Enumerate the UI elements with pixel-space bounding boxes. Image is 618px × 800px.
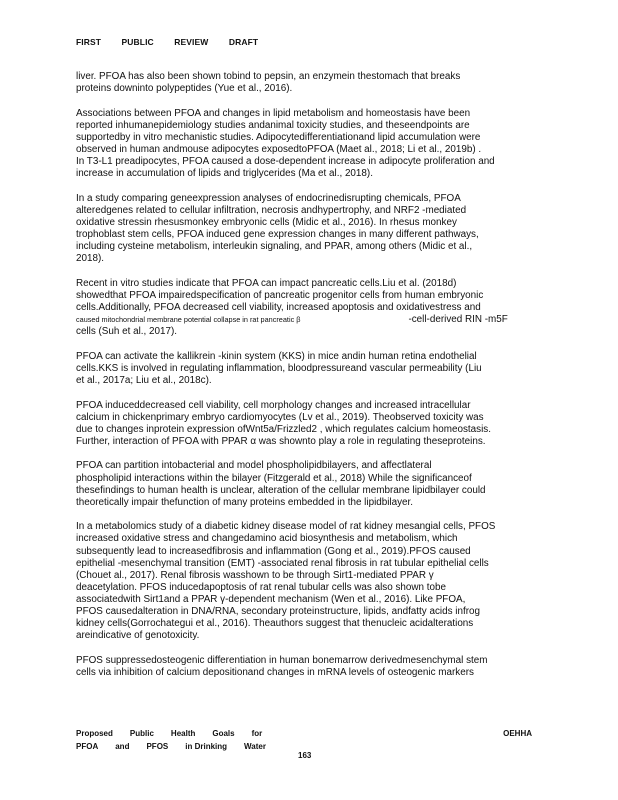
text-line: alteredgenes related to cellular infiltration, necrosis andhypertrophy, and NRF2 -mediated bbox=[76, 204, 467, 216]
text-line: In a metabolomics study of a diabetic kidney disease model of rat kidney mesangial cells, PFOS bbox=[76, 521, 496, 533]
text-fragment: -cell-derived RIN -m5F bbox=[408, 314, 508, 326]
text-line: thesefindings to human health is unclear, alteration of the cellular membrane lipidbilayer could bbox=[76, 484, 486, 496]
text-line: cells.Additionally, PFOA decreased cell viability, increased apoptosis and oxidativestress and bbox=[76, 302, 481, 313]
header-word: REVIEW bbox=[174, 37, 209, 47]
text-line: deacetylation. PFOS inducedapoptosis of rat renal tubular cells was also shown tobe bbox=[76, 581, 446, 593]
small-text: caused mitochondrial membrane potential collapse in rat pancreatic β bbox=[76, 315, 301, 325]
text-line: In T3-L1 preadipocytes, PFOA caused a dose-dependent increase in adipocyte proliferation and bbox=[76, 156, 495, 168]
text-line: PFOA induceddecreased cell viability, cell morphology changes and increased intracellular bbox=[76, 399, 471, 411]
text-line: associatedwith Sirt1and a PPAR γ-dependent mechanism (Wen et al., 2016). Like PFOA, bbox=[76, 593, 466, 605]
text-line: increased oxidative stress and changedamino acid biosynthesis and metabolism, which bbox=[76, 533, 458, 545]
document-body bbox=[76, 71, 554, 691]
paragraph-pancreatic-cells bbox=[76, 278, 554, 338]
text-line: et al., 2017a; Liu et al., 2018c). bbox=[76, 374, 212, 386]
text-line: supportedby in vitro mechanistic studies. Adipocytedifferentiationand lipid accumulation were bbox=[76, 131, 481, 143]
text-line: showedthat PFOA impairedspecification of pancreatic progenitor cells from human embryonic bbox=[76, 289, 484, 301]
text-line: theoretically impair thefunction of many proteins embedded in the lipidbilayer. bbox=[76, 496, 414, 508]
footer-word: and bbox=[115, 742, 130, 751]
footer-word: Water bbox=[244, 742, 266, 751]
text-line: reported inhumanepidemiology studies andanimal toxicity studies, and theseendpoints are bbox=[76, 119, 470, 131]
paragraph-metabolomics bbox=[76, 521, 554, 642]
header-word: PUBLIC bbox=[121, 37, 154, 47]
text-line: PFOS causedalteration in DNA/RNA, secondary proteinstructure, lipids, andfatty acids infrog bbox=[76, 605, 480, 617]
footer-title bbox=[76, 727, 283, 753]
text-line: phospholipid interactions within the bilayer (Fitzgerald et al., 2018) While the significanceof bbox=[76, 472, 472, 484]
header-word: FIRST bbox=[76, 37, 102, 47]
footer-word: in Drinking bbox=[185, 742, 228, 751]
text-line: calcium in chickenprimary embryo cardiomyocytes (Lv et al., 2019). Theobserved toxicity was bbox=[76, 411, 484, 423]
paragraph-phospholipid bbox=[76, 460, 554, 508]
footer-word: PFOS bbox=[146, 742, 169, 751]
text-line: epithelial -mesenchymal transition (EMT) -associated renal fibrosis in rat tubular epithelial cells bbox=[76, 557, 489, 569]
paragraph-pepsin bbox=[76, 71, 554, 95]
text-line: trophoblast stem cells, PFOA induced gene expression changes in many different pathways, bbox=[76, 229, 479, 241]
text-line: In a study comparing geneexpression analyses of endocrinedisrupting chemicals, PFOA bbox=[76, 192, 461, 204]
paragraph-gene-expression bbox=[76, 193, 554, 266]
text-line: Further, interaction of PFOA with PPAR α was shownto play a role in regulating theseproteins. bbox=[76, 435, 486, 447]
page-number: 163 bbox=[298, 751, 312, 760]
text-line: (Chouet al., 2017). Renal fibrosis wasshown to be through Sirt1-mediated PPAR γ bbox=[76, 569, 434, 581]
text-line: proteins downinto polypeptides (Yue et al., 2016). bbox=[76, 83, 293, 95]
text-line: liver. PFOA has also been shown tobind to pepsin, an enzymein thestomach that breaks bbox=[76, 71, 461, 82]
header-word: DRAFT bbox=[228, 37, 259, 47]
text-line: cells (Suh et al., 2017). bbox=[76, 326, 177, 338]
draft-header bbox=[76, 37, 276, 47]
text-line: PFOA can activate the kallikrein -kinin system (KKS) in mice andin human retina endothelial bbox=[76, 350, 477, 362]
text-line: Recent in vitro studies indicate that PFOA can impact pancreatic cells.Liu et al. (2018d) bbox=[76, 277, 457, 289]
text-line: Associations between PFOA and changes in lipid metabolism and homeostasis have been bbox=[76, 107, 471, 119]
footer-word: Proposed bbox=[76, 729, 113, 738]
text-line: 2018). bbox=[76, 253, 105, 265]
paragraph-lipid-metabolism bbox=[76, 108, 554, 181]
footer-word: PFOA bbox=[76, 742, 99, 751]
text-line: PFOA can partition intobacterial and model phospholipidbilayers, and affectlateral bbox=[76, 460, 432, 472]
text-line: PFOS suppressedosteogenic differentiation in human bonemarrow derivedmesenchymal stem bbox=[76, 654, 488, 666]
text-line: observed in human andmouse adipocytes exposedtoPFOA (Maet al., 2018; Li et al., 2019b) . bbox=[76, 143, 482, 155]
text-line: due to changes inprotein expression ofWnt5a/Frizzled2 , which regulates calcium homeostasis. bbox=[76, 423, 491, 435]
footer-word: Goals bbox=[212, 729, 235, 738]
paragraph-osteogenic bbox=[76, 655, 554, 679]
footer-agency: OEHHA bbox=[503, 729, 532, 738]
paragraph-kallikrein bbox=[76, 351, 554, 387]
text-line: increase in accumulation of lipids and triglycerides (Ma et al., 2018). bbox=[76, 168, 373, 180]
paragraph-cardiomyocytes bbox=[76, 400, 554, 448]
footer-word: Public bbox=[129, 729, 154, 738]
footer-word: Health bbox=[170, 729, 196, 738]
text-line: areindicative of genotoxicity. bbox=[76, 630, 200, 642]
text-line: subsequently lead to increasedfibrosis and inflammation (Gong et al., 2019).PFOS caused bbox=[76, 545, 471, 557]
text-line: including cysteine metabolism, interleukin signaling, and PPAR, among others (Midic et al., bbox=[76, 241, 473, 253]
text-line: cells via inhibition of calcium depositionand changes in mRNA levels of osteogenic markers bbox=[76, 666, 474, 678]
text-line: kidney cells(Gorrochategui et al., 2016). Theauthors suggest that thenucleic acidalterations bbox=[76, 618, 474, 630]
footer-word: for bbox=[251, 729, 263, 738]
text-line: oxidative stressin rhesusmonkey embryonic cells (Midic et al., 2016). In rhesus monkey bbox=[76, 216, 457, 228]
text-line-small bbox=[76, 314, 554, 326]
text-line: cells.KKS is involved in regulating inflammation, bloodpressureand vascular permeability (Liu bbox=[76, 362, 482, 374]
